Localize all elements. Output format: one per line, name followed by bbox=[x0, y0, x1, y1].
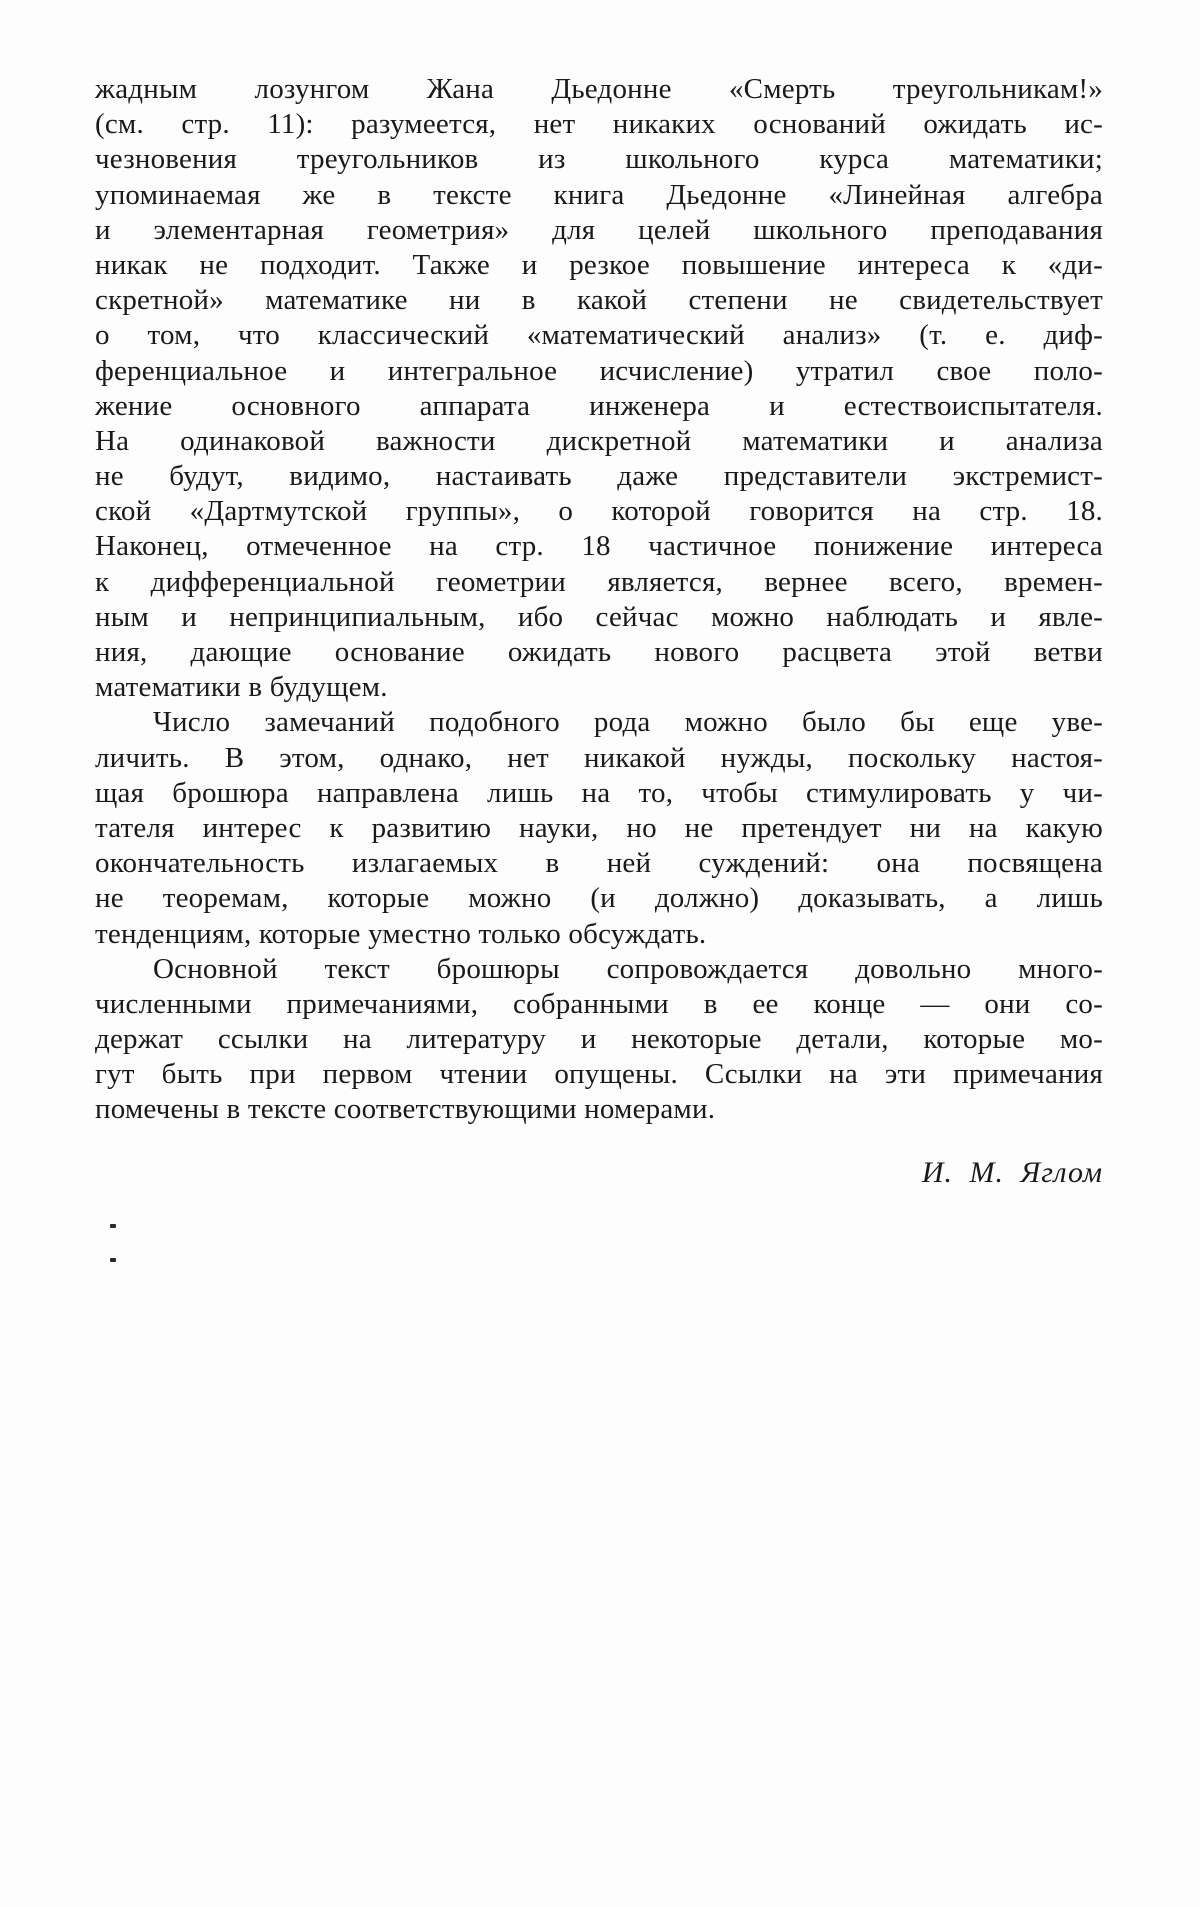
text-line: не теоремам, которые можно (и должно) доказывать, а лишь bbox=[95, 882, 1103, 915]
text-line: жение основного аппарата инженера и естествоиспытателя. bbox=[95, 389, 1103, 422]
text-line: щая брошюра направлена лишь на то, чтобы стимулировать у чи- bbox=[95, 776, 1103, 809]
paragraph-3 bbox=[95, 952, 1103, 1128]
text-line: личить. В этом, однако, нет никакой нужды, поскольку настоя- bbox=[95, 741, 1103, 774]
ink-speck bbox=[110, 1224, 116, 1228]
text-line: помечены в тексте соответствующими номерами. bbox=[95, 1093, 716, 1126]
text-line: упоминаемая же в тексте книга Дьедонне «Линейная алгебра bbox=[95, 178, 1103, 211]
text-line: к дифференциальной геометрии является, вернее всего, времен- bbox=[95, 565, 1103, 598]
text-line: тателя интерес к развитию науки, но не претендует ни на какую bbox=[95, 811, 1103, 844]
ink-speck bbox=[110, 1258, 116, 1262]
text-line: жадным лозунгом Жана Дьедонне «Смерть треугольникам!» bbox=[95, 73, 1103, 105]
text-line: На одинаковой важности дискретной математики и анализа bbox=[95, 424, 1103, 457]
text-line: ным и непринципиальным, ибо сейчас можно наблюдать и явле- bbox=[95, 600, 1103, 633]
text-line: никак не подходит. Также и резкое повышение интереса к «ди- bbox=[95, 248, 1103, 281]
text-line: Число замечаний подобного рода можно было бы еще уве- bbox=[153, 706, 1103, 739]
text-line: скретной» математике ни в какой степени не свидетельствует bbox=[95, 284, 1103, 317]
text-line: и элементарная геометрия» для целей школьного преподавания bbox=[95, 213, 1103, 246]
text-line: не будут, видимо, настаивать даже представители экстремист- bbox=[95, 460, 1103, 493]
text-line: окончательность излагаемых в ней суждений: она посвящена bbox=[95, 847, 1103, 880]
text-line: ния, дающие основание ожидать нового расцвета этой ветви bbox=[95, 636, 1103, 668]
author-signature: И. М. Яглом bbox=[921, 1155, 1103, 1189]
text-line: тенденциям, которые уместно только обсуждать. bbox=[95, 917, 707, 950]
text-line: ференциальное и интегральное исчисление) утратил свое поло- bbox=[95, 354, 1103, 387]
text-line: о том, что классический «математический анализ» (т. е. диф- bbox=[95, 319, 1103, 352]
text-line: гут быть при первом чтении опущены. Ссылки на эти примечания bbox=[95, 1058, 1103, 1091]
text-line: держат ссылки на литературу и некоторые детали, которые мо- bbox=[95, 1023, 1103, 1056]
text-line: (см. стр. 11): разумеется, нет никаких оснований ожидать ис- bbox=[95, 108, 1103, 141]
text-line: численными примечаниями, собранными в ее конце — они со- bbox=[95, 987, 1103, 1020]
body-text bbox=[95, 72, 1103, 1190]
paragraph-1 bbox=[95, 72, 1103, 705]
text-line: чезновения треугольников из школьного курса математики; bbox=[95, 143, 1103, 176]
text-line: Наконец, отмеченное на стр. 18 частичное понижение интереса bbox=[95, 530, 1103, 563]
paragraph-2 bbox=[95, 705, 1103, 951]
text-line: ской «Дартмутской группы», о которой говорится на стр. 18. bbox=[95, 495, 1103, 528]
text-line: математики в будущем. bbox=[95, 671, 388, 704]
text-line: Основной текст брошюры сопровождается довольно много- bbox=[153, 952, 1103, 985]
